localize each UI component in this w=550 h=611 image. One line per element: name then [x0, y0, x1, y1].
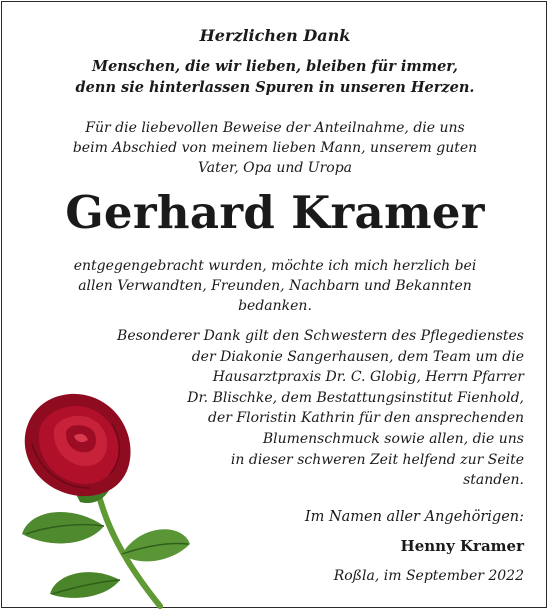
thanks-line: entgegengebracht wurden, möchte ich mich herzlich bei — [73, 258, 477, 274]
intro-line: beim Abschied von meinem lieben Mann, unserem guten — [72, 140, 478, 156]
signature-label: Im Namen aller Angehörigen: — [304, 509, 524, 525]
signature-name: Henny Kramer — [400, 537, 524, 555]
thanks-line: allen Verwandten, Freunden, Nachbarn und Bekannten — [78, 278, 472, 294]
intro-line: Für die liebevollen Beweise der Anteilnahme, die uns — [85, 120, 465, 136]
intro-text — [0, 118, 550, 178]
special-thanks-line: der Floristin Kathrin für den ansprechenden — [208, 410, 524, 427]
motto-line: denn sie hinterlassen Spuren in unseren Herzen. — [75, 79, 475, 96]
deceased-name: Gerhard Kramer — [65, 186, 485, 239]
special-thanks-line: der Diakonie Sangerhausen, dem Team um die — [191, 348, 524, 365]
thanks-line: bedanken. — [238, 298, 312, 314]
special-thanks-line: Dr. Blischke, dem Bestattungsinstitut Fienhold, — [187, 389, 524, 406]
special-thanks-text — [24, 326, 524, 491]
notice-heading: Herzlichen Dank — [199, 26, 351, 45]
thanks-text — [0, 256, 550, 316]
motto — [0, 56, 550, 98]
special-thanks-line: Besonderer Dank gilt den Schwestern des Pflegedienstes — [117, 328, 524, 344]
motto-line: Menschen, die wir lieben, bleiben für immer, — [92, 58, 458, 75]
intro-line: Vater, Opa und Uropa — [197, 160, 353, 176]
special-thanks-line: in dieser schweren Zeit helfend zur Seite — [230, 451, 524, 468]
special-thanks-line: Blumenschmuck sowie allen, die uns — [262, 430, 524, 447]
place-date: Roßla, im September 2022 — [333, 568, 524, 584]
special-thanks-line: standen. — [463, 472, 524, 489]
special-thanks-line: Hausarztpraxis Dr. C. Globig, Herrn Pfarrer — [212, 369, 524, 386]
